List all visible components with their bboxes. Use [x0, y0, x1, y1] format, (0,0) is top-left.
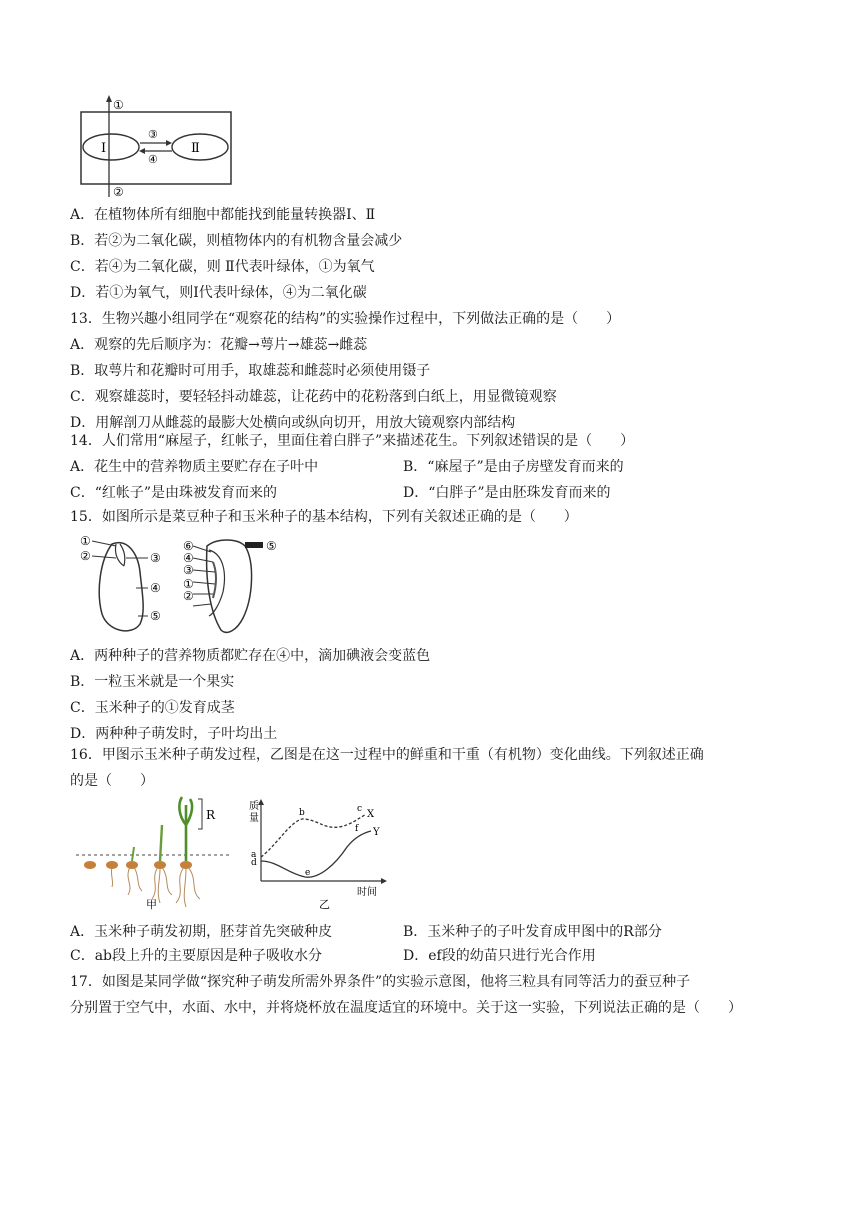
- q13-stem: 13．生物兴趣小组同学在“观察花的结构”的实验操作过程中，下列做法正确的是（ ）: [70, 311, 621, 327]
- bean-label-2: ②: [80, 549, 91, 563]
- point-d: d: [251, 858, 257, 868]
- q16-option-c: C．ab段上升的主要原因是种子吸收水分: [70, 948, 323, 964]
- q12-option-c: C．若④为二氧化碳，则 Ⅱ代表叶绿体，①为氧气: [70, 259, 375, 275]
- series-X: X: [367, 809, 375, 820]
- q16-option-b: B．玉米种子的子叶发育成甲图中的R部分: [403, 924, 662, 940]
- bean-label-5: ⑤: [150, 609, 161, 623]
- q16-stem-line2: 的是（ ）: [70, 773, 154, 789]
- q14-option-c: C．“红帐子”是由珠被发育而来的: [70, 485, 278, 501]
- bean-label-4: ④: [150, 581, 161, 595]
- label-4: ④: [148, 153, 158, 166]
- corn-label-6: ⑥: [183, 539, 194, 553]
- bean-label-3: ③: [150, 551, 161, 565]
- q12-option-d: D．若①为氧气，则Ⅰ代表叶绿体，④为二氧化碳: [70, 285, 367, 301]
- q16-stem-line1: 16．甲图示玉米种子萌发过程，乙图是在这一过程中的鲜重和干重（有机物）变化曲线。下列叙述正确: [70, 747, 704, 763]
- point-b: b: [299, 808, 305, 818]
- q13-option-c: C．观察雄蕊时，要轻轻抖动雄蕊，让花药中的花粉落到白纸上，用显微镜观察: [70, 389, 557, 405]
- label-II: Ⅱ: [191, 141, 200, 156]
- corn-label-5: ⑤: [266, 539, 277, 553]
- q15-option-b: B．一粒玉米就是一个果实: [70, 674, 235, 690]
- label-I: Ⅰ: [101, 141, 107, 156]
- point-e: e: [305, 868, 311, 878]
- yi-ylabel-1: 质: [249, 801, 259, 812]
- jia-caption: 甲: [146, 898, 157, 910]
- q14-option-d: D．“白胖子”是由胚珠发育而来的: [403, 485, 611, 501]
- corn-label-1: ①: [183, 577, 194, 591]
- bean-seed-figure: [80, 532, 185, 642]
- q14-stem: 14．人们常用“麻屋子，红帐子，里面住着白胖子”来描述花生。下列叙述错误的是（ ）: [70, 433, 635, 449]
- q12-option-a: A．在植物体所有细胞中都能找到能量转换器Ⅰ、Ⅱ: [70, 207, 376, 223]
- q17-stem-line1: 17．如图是某同学做“探究种子萌发所需外界条件”的实验示意图，他将三粒具有同等活力的蚕豆种子: [70, 974, 691, 990]
- q15-stem: 15．如图所示是菜豆种子和玉米种子的基本结构，下列有关叙述正确的是（ ）: [70, 509, 578, 525]
- point-f: f: [355, 824, 359, 834]
- q15-option-c: C．玉米种子的①发育成茎: [70, 700, 235, 716]
- organelle-II: [172, 134, 228, 160]
- q14-option-a: A．花生中的营养物质主要贮存在子叶中: [70, 459, 319, 475]
- q13-option-b: B．取萼片和花瓣时可用手，取雄蕊和雌蕊时必须使用镊子: [70, 363, 431, 379]
- q14-option-b: B．“麻屋子”是由子房壁发育而来的: [403, 459, 624, 475]
- point-a: a: [251, 850, 257, 860]
- energy-converter-figure: [78, 92, 238, 202]
- q16-option-d: D．ef段的幼苗只进行光合作用: [403, 948, 596, 964]
- label-1: ①: [113, 98, 124, 112]
- organelle-I: [83, 134, 139, 160]
- series-Y: Y: [373, 827, 380, 838]
- mass-curve-figure-yi: [247, 795, 397, 910]
- corn-label-3: ③: [183, 563, 194, 577]
- corn-seed-figure: [183, 532, 288, 642]
- q13-option-d: D．用解剖刀从雌蕊的最膨大处横向或纵向切开，用放大镜观察内部结构: [70, 415, 516, 431]
- corn-label-4: ④: [183, 551, 194, 565]
- label-2: ②: [113, 185, 124, 199]
- germination-figure-jia: [74, 795, 234, 910]
- yi-xlabel: 时间: [357, 887, 377, 898]
- q15-option-a: A．两种种子的营养物质都贮存在④中，滴加碘液会变蓝色: [70, 648, 431, 664]
- q16-option-a: A．玉米种子萌发初期，胚芽首先突破种皮: [70, 924, 333, 940]
- q17-stem-line2: 分别置于空气中，水面、水中，并将烧杯放在温度适宜的环境中。关于这一实验，下列说法正确的是（ ）: [70, 1000, 742, 1016]
- yi-caption: 乙: [319, 898, 330, 910]
- yi-ylabel-2: 量: [249, 813, 259, 824]
- q13-option-a: A．观察的先后顺序为：花瓣→萼片→雄蕊→雌蕊: [70, 337, 368, 353]
- bean-label-1: ①: [80, 534, 91, 548]
- point-c: c: [357, 804, 363, 814]
- label-3: ③: [148, 128, 158, 141]
- q12-option-b: B．若②为二氧化碳，则植物体内的有机物含量会减少: [70, 233, 403, 249]
- corn-label-2: ②: [183, 589, 194, 603]
- label-R: R: [206, 808, 216, 822]
- q15-option-d: D．两种种子萌发时，子叶均出土: [70, 726, 278, 742]
